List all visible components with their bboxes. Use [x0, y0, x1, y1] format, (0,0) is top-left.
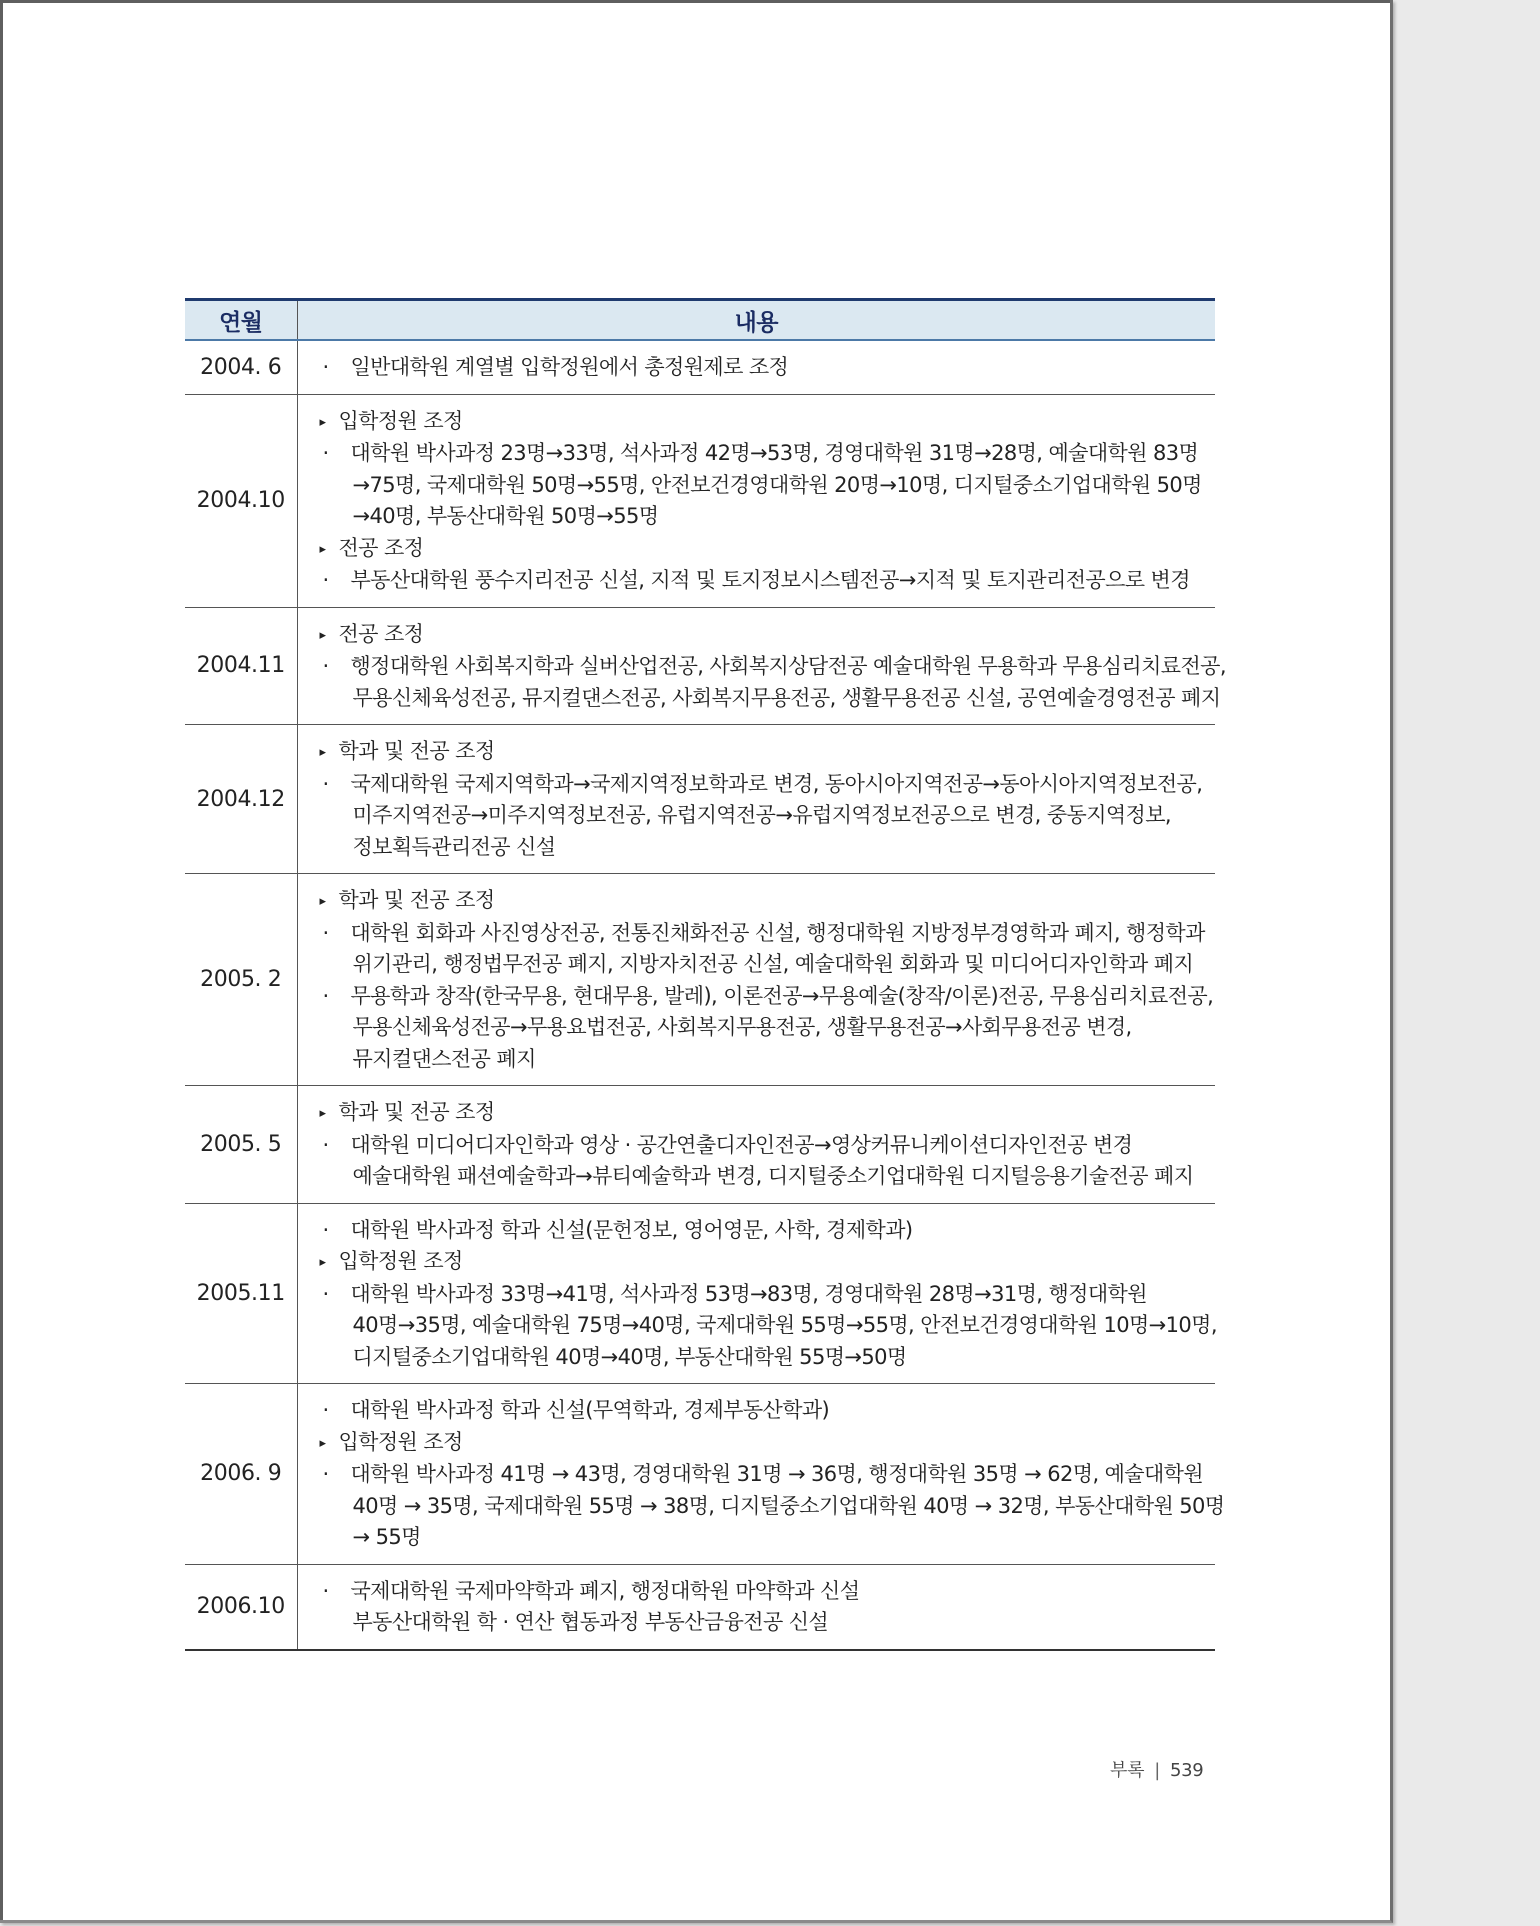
triangle-bullet-icon: ▸	[319, 745, 326, 760]
dot-bullet-icon: ·	[322, 1217, 329, 1242]
dot-bullet-icon: ·	[322, 441, 329, 465]
line-text: 무용신체육성전공→무용요법전공, 사회복지무용전공, 생활무용전공→사회무용전공 변경,	[352, 1015, 1132, 1039]
triangle-bullet-icon: ▸	[319, 1435, 326, 1451]
triangle-bullet-icon: ▸	[319, 541, 326, 557]
bullet-item	[320, 438, 1216, 470]
line-text: 위기관리, 행정법무전공 폐지, 지방자치전공 신설, 예술대학원 회화과 및 미디어디자인학과 폐지	[352, 952, 1194, 976]
row-date: 2004. 6	[185, 340, 297, 394]
line-text: 대학원 미디어디자인학과 영상 · 공간연출디자인전공→영상커뮤니케이션디자인전공 변경	[350, 1132, 1133, 1157]
row-date: 2004.10	[185, 394, 297, 607]
line-text: 학과 및 전공 조정	[338, 1100, 495, 1124]
row-content	[297, 1564, 1215, 1650]
bullet-continuation	[320, 1522, 1216, 1554]
bullet-continuation	[320, 501, 1216, 533]
row-content	[297, 394, 1215, 607]
line-text: 대학원 회화과 사진영상전공, 전통진채화전공 신설, 행정대학원 지방정부경영학과 폐지, 행정학과	[350, 920, 1205, 945]
line-text: 학과 및 전공 조정	[338, 739, 495, 763]
row-content	[297, 874, 1215, 1086]
line-text: 대학원 박사과정 학과 신설(무역학과, 경제부동산학과)	[350, 1398, 830, 1422]
row-date: 2004.11	[185, 607, 297, 725]
line-text: → 55명	[352, 1525, 421, 1549]
bullet-continuation	[320, 1310, 1216, 1342]
dot-bullet-icon: ·	[322, 1462, 329, 1486]
row-content	[297, 1384, 1225, 1565]
triangle-bullet-icon: ▸	[319, 414, 326, 430]
line-text: →40명, 부동산대학원 50명→55명	[352, 504, 659, 528]
page-footer	[1110, 1756, 1203, 1782]
section-heading	[320, 406, 1216, 439]
line-text: →75명, 국제대학원 50명→55명, 안전보건경영대학원 20명→10명, 디지털중소기업대학원 50명	[352, 472, 1202, 497]
footer-separator: |	[1154, 1760, 1160, 1781]
header-date: 연월	[185, 300, 297, 341]
bullet-continuation	[320, 949, 1216, 981]
line-text: 예술대학원 패션예술학과→뷰티예술학과 변경, 디지털중소기업대학원 디지털응용기술전공 폐지	[352, 1164, 1194, 1188]
dot-bullet-icon: ·	[322, 1578, 329, 1603]
dot-bullet-icon: ·	[322, 1281, 329, 1306]
page-top-edge	[0, 0, 1390, 3]
dot-bullet-icon: ·	[322, 983, 329, 1008]
table-row	[185, 340, 1215, 394]
table-header	[185, 300, 1215, 341]
row-date: 2005. 2	[185, 874, 297, 1086]
bullet-continuation	[320, 470, 1216, 502]
bullet-continuation	[320, 1161, 1216, 1193]
row-date: 2004.12	[185, 725, 297, 874]
line-text: 학과 및 전공 조정	[338, 888, 495, 912]
row-content	[297, 725, 1215, 874]
line-text: 대학원 박사과정 33명→41명, 석사과정 53명→83명, 경영대학원 28명→31명, 행정대학원	[350, 1281, 1147, 1306]
row-content	[297, 607, 1226, 725]
row-date: 2005.11	[185, 1203, 297, 1384]
bullet-item	[320, 1459, 1216, 1491]
bullet-item	[320, 918, 1216, 950]
dot-bullet-icon: ·	[322, 771, 329, 796]
bullet-item	[320, 769, 1216, 801]
section-heading	[320, 1097, 1216, 1130]
line-text: 입학정원 조정	[338, 1249, 463, 1273]
row-date: 2005. 5	[185, 1086, 297, 1204]
triangle-bullet-icon: ▸	[319, 1106, 326, 1121]
table-row	[185, 874, 1215, 1086]
bullet-continuation	[320, 800, 1216, 832]
line-text: 무용학과 창작(한국무용, 현대무용, 발레), 이론전공→무용예술(창작/이론)전공, 무용심리치료전공,	[350, 983, 1214, 1008]
table-row	[185, 1203, 1215, 1384]
bullet-item	[320, 981, 1216, 1013]
dot-bullet-icon: ·	[322, 1132, 329, 1157]
triangle-bullet-icon: ▸	[319, 1255, 326, 1270]
dot-bullet-icon: ·	[322, 920, 329, 945]
table-row	[185, 1564, 1215, 1650]
table-row	[185, 725, 1215, 874]
line-text: 행정대학원 사회복지학과 실버산업전공, 사회복지상담전공 예술대학원 무용학과 무용심리치료전공,	[350, 654, 1226, 678]
section-heading	[320, 1427, 1216, 1460]
line-text: 입학정원 조정	[338, 408, 463, 433]
table-row	[185, 1384, 1215, 1565]
bullet-continuation	[320, 832, 1216, 864]
bullet-item	[320, 1576, 1216, 1608]
row-content	[297, 340, 1215, 394]
dot-bullet-icon: ·	[322, 568, 329, 592]
triangle-bullet-icon: ▸	[319, 627, 326, 643]
line-text: 무용신체육성전공, 뮤지컬댄스전공, 사회복지무용전공, 생활무용전공 신설, 공연예술경영전공 폐지	[352, 685, 1221, 710]
bullet-item	[320, 1395, 1216, 1427]
line-text: 부동산대학원 풍수지리전공 신설, 지적 및 토지정보시스템전공→지적 및 토지관리전공으로 변경	[350, 568, 1190, 592]
row-content	[297, 1086, 1215, 1204]
triangle-bullet-icon: ▸	[319, 894, 326, 909]
bullet-continuation	[320, 1491, 1225, 1523]
line-text: 입학정원 조정	[338, 1429, 463, 1454]
bullet-item	[320, 651, 1226, 683]
line-text: 대학원 박사과정 학과 신설(문헌정보, 영어영문, 사학, 경제학과)	[350, 1217, 913, 1242]
line-text: 40명 → 35명, 국제대학원 55명 → 38명, 디지털중소기업대학원 40명 → 32명, 부동산대학원 50명	[352, 1493, 1225, 1518]
page-left-edge	[0, 0, 3, 1920]
table-row	[185, 1086, 1215, 1204]
footer-section-label: 부록	[1110, 1760, 1145, 1781]
row-date: 2006.10	[185, 1564, 297, 1650]
line-text: 부동산대학원 학 · 연산 협동과정 부동산금융전공 신설	[352, 1610, 829, 1634]
table-row	[185, 607, 1215, 725]
section-heading	[320, 619, 1216, 652]
dot-bullet-icon: ·	[322, 1398, 329, 1422]
header-content: 내용	[297, 300, 1215, 341]
line-text: 전공 조정	[338, 621, 424, 646]
line-text: 미주지역전공→미주지역정보전공, 유럽지역전공→유럽지역정보전공으로 변경, 중동지역정보,	[352, 803, 1172, 827]
section-heading	[320, 533, 1216, 566]
bullet-item	[320, 352, 1216, 384]
line-text: 국제대학원 국제지역학과→국제지역정보학과로 변경, 동아시아지역전공→동아시아지역정보전공,	[350, 771, 1203, 796]
section-heading	[320, 885, 1216, 918]
line-text: 디지털중소기업대학원 40명→40명, 부동산대학원 55명→50명	[352, 1344, 907, 1369]
line-text: 전공 조정	[338, 535, 424, 560]
bullet-continuation	[320, 1607, 1216, 1639]
line-text: 일반대학원 계열별 입학정원에서 총정원제로 조정	[350, 355, 789, 379]
line-text: 40명→35명, 예술대학원 75명→40명, 국제대학원 55명→55명, 안전보건경영대학원 10명→10명,	[352, 1313, 1217, 1337]
line-text: 정보획득관리전공 신설	[352, 834, 556, 859]
dot-bullet-icon: ·	[322, 355, 329, 379]
row-content	[297, 1203, 1215, 1384]
line-text: 대학원 박사과정 23명→33명, 석사과정 42명→53명, 경영대학원 31명→28명, 예술대학원 83명	[350, 441, 1199, 465]
dot-bullet-icon: ·	[322, 654, 329, 678]
line-text: 대학원 박사과정 41명 → 43명, 경영대학원 31명 → 36명, 행정대학원 35명 → 62명, 예술대학원	[350, 1462, 1204, 1486]
line-text: 국제대학원 국제마약학과 폐지, 행정대학원 마약학과 신설	[350, 1578, 860, 1603]
bullet-continuation	[320, 1044, 1216, 1076]
bullet-continuation	[320, 683, 1221, 715]
section-heading	[320, 736, 1216, 769]
history-table	[185, 298, 1226, 1651]
table-body	[185, 340, 1226, 1650]
bullet-item	[320, 565, 1216, 597]
bullet-item	[320, 1279, 1216, 1311]
row-date: 2006. 9	[185, 1384, 297, 1565]
page-number: 539	[1169, 1760, 1204, 1781]
table-row	[185, 394, 1215, 607]
section-heading	[320, 1246, 1216, 1279]
line-text: 뮤지컬댄스전공 폐지	[352, 1046, 536, 1071]
bullet-item	[320, 1130, 1216, 1162]
bullet-continuation	[320, 1012, 1216, 1044]
bullet-continuation	[320, 1342, 1216, 1374]
bullet-item	[320, 1215, 1216, 1247]
